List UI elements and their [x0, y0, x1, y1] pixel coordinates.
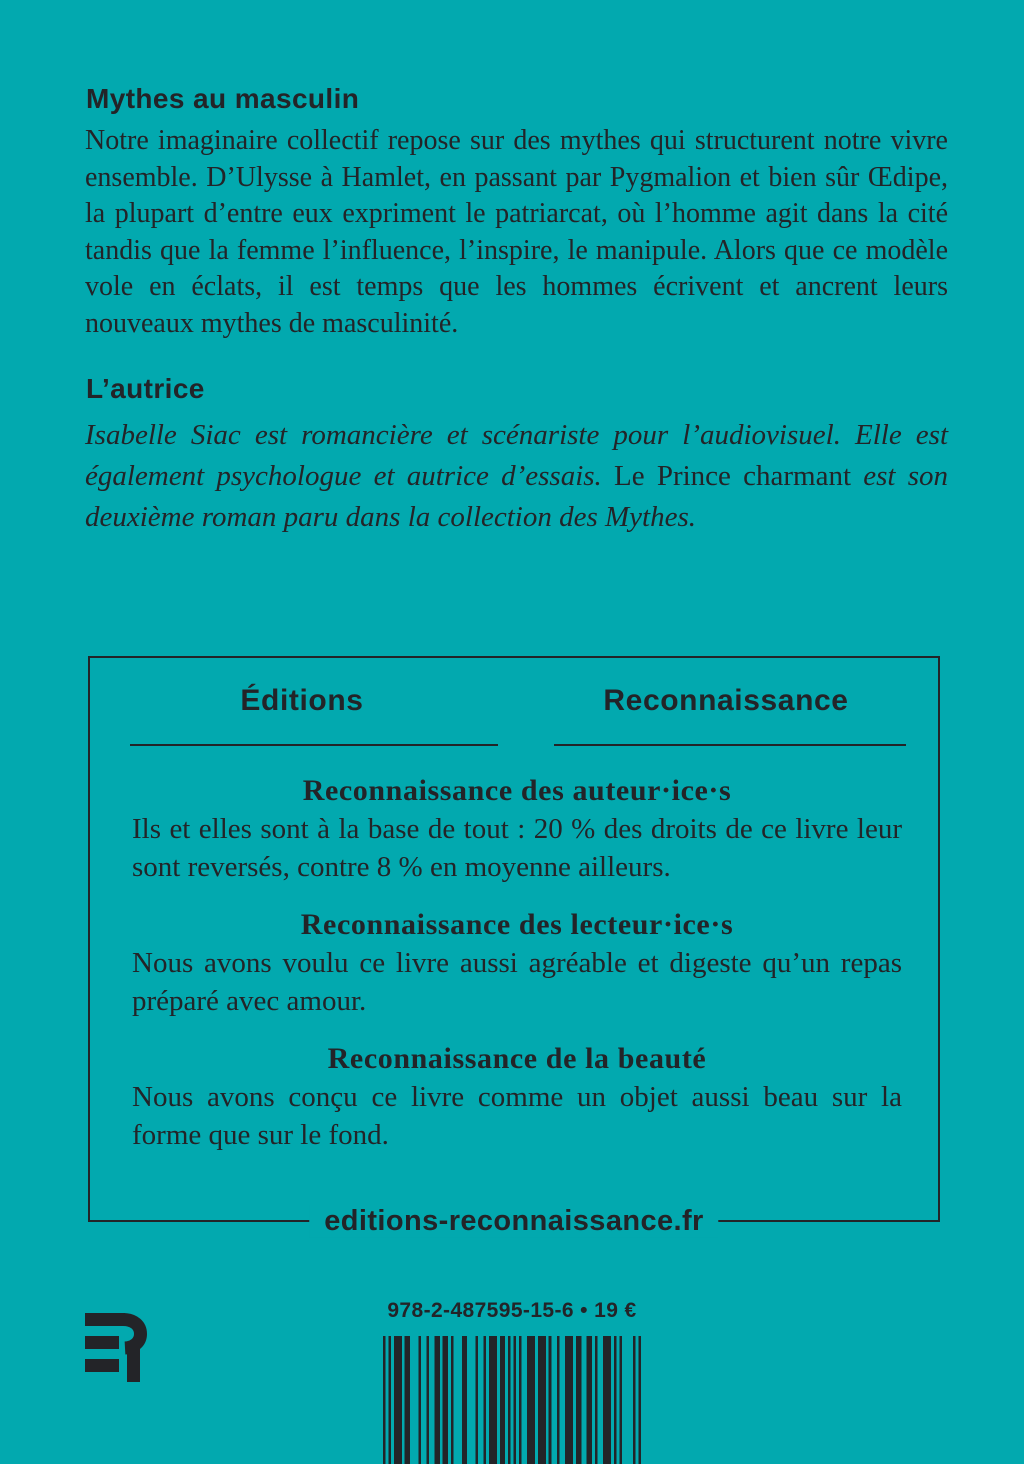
publisher-box: [88, 656, 940, 1237]
publisher-values: [90, 771, 938, 1173]
value-title: Reconnaissance des auteur·ice·s: [302, 774, 732, 807]
value-body: Nous avons conçu ce livre comme un objet aussi beau sur la forme que sur le fond.: [132, 1081, 902, 1151]
value-title: Reconnaissance de la beauté: [327, 1042, 707, 1075]
value-section-authors: [132, 771, 902, 886]
author-section-title: L’autrice: [86, 373, 205, 404]
ean13-barcode: [383, 1336, 641, 1464]
book-pitch-text: Notre imaginaire collectif repose sur des mythes qui structurent notre vivre ensemble. D’Ulysse à Hamlet, en passant par Pygmalion et bien sûr Œdipe, la plupart d’entre eux expriment le patriarcat, où l’homme agit dans la cité tandis que la femme l’influence, l’inspire, le manipule. Alors que ce modèle vole en éclats, il est temps que les hommes écrivent et ancrent leurs nouveaux mythes de masculinité.: [85, 125, 948, 339]
value-section-beauty: [132, 1039, 902, 1154]
brand-underline-left: [130, 744, 498, 746]
brand-name-editions: Éditions: [240, 684, 364, 717]
brand-name-reconnaissance: Reconnaissance: [603, 684, 849, 717]
brand-underline-right: [554, 744, 906, 746]
isbn-price: 978-2-487595-15-6 • 19 €: [387, 1299, 637, 1322]
value-section-readers: [132, 905, 902, 1020]
publisher-brand-row: [90, 684, 938, 718]
publisher-website-url: editions-reconnaissance.fr: [309, 1205, 718, 1238]
book-pitch-title: Mythes au masculin: [86, 83, 360, 114]
value-body: Nous avons voulu ce livre aussi agréable et digeste qu’un repas préparé avec amour.: [132, 947, 902, 1017]
value-body: Ils et elles sont à la base de tout : 20 % des droits de ce livre leur sont reversés, contre 8 % en moyenne ailleurs.: [132, 813, 902, 883]
author-bio: Isabelle Siac est romancière et scénariste pour l’audiovisuel. Elle est également psychologue et autrice d’essais. Le Prince charmant est son deuxième roman paru dans la collection des Mythes.: [85, 419, 948, 533]
value-title: Reconnaissance des lecteur·ice·s: [300, 908, 734, 941]
